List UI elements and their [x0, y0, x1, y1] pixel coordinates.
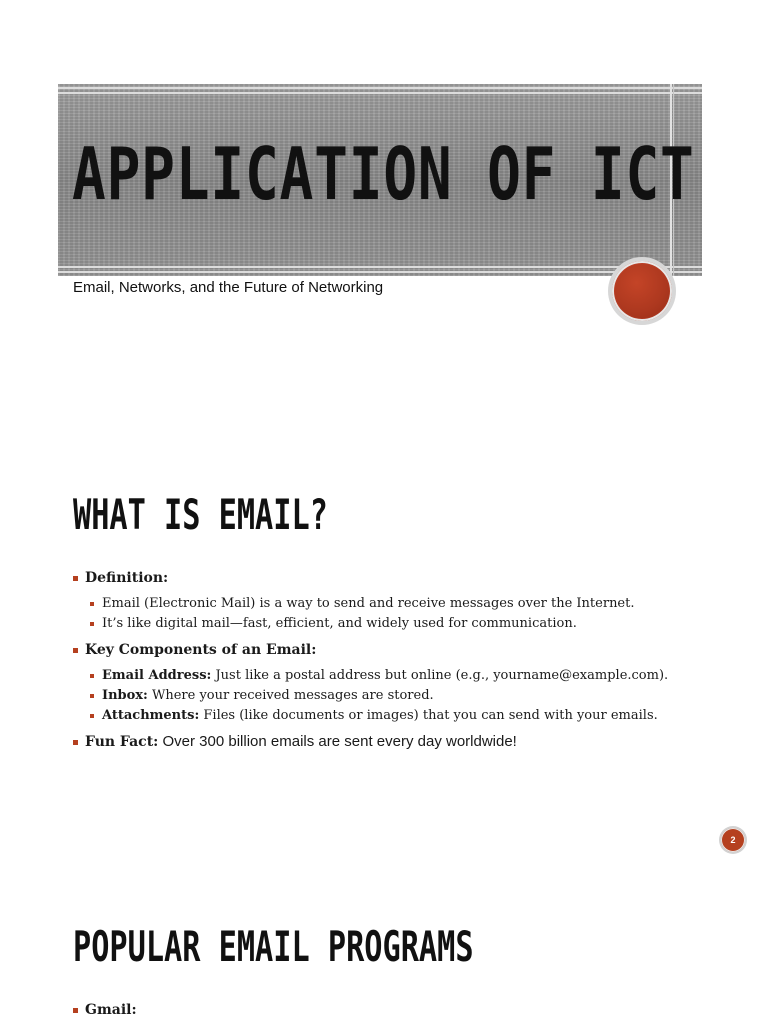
list-item	[73, 568, 668, 588]
component-text: Files (like documents or images) that you can send with your emails.	[199, 708, 658, 723]
definition-sub-list	[73, 594, 668, 634]
definition-text: It’s like digital mail—fast, efficient, and widely used for communication.	[102, 616, 577, 631]
list-item	[73, 732, 668, 752]
list-item	[85, 666, 668, 686]
bullet-icon	[73, 1008, 78, 1013]
component-term: Attachments:	[102, 708, 200, 723]
definition-text: Email (Electronic Mail) is a way to send and receive messages over the Internet.	[102, 596, 635, 611]
definition-label: Definition:	[85, 570, 169, 586]
bullet-icon	[90, 674, 94, 678]
list-item	[85, 686, 668, 706]
sub-list-wrapper	[73, 594, 668, 634]
bullet-list	[73, 1000, 137, 1026]
fun-fact-label: Fun Fact:	[85, 734, 159, 750]
fun-fact-text: Over 300 billion emails are sent every day worldwide!	[158, 733, 517, 750]
components-label: Key Components of an Email:	[85, 642, 317, 658]
components-sub-list	[73, 666, 668, 726]
component-term: Email Address:	[102, 668, 212, 683]
bullet-icon	[73, 648, 78, 653]
list-item	[85, 594, 668, 614]
bullet-icon	[90, 714, 94, 718]
bullet-icon	[90, 622, 94, 626]
bullet-icon	[90, 694, 94, 698]
component-term: Inbox:	[102, 688, 148, 703]
gmail-label: Gmail:	[85, 1002, 137, 1018]
component-text: Where your received messages are stored.	[147, 688, 434, 703]
banner-top-rule-2	[58, 92, 702, 94]
what-is-email-slide	[0, 450, 768, 900]
sub-list-wrapper	[73, 666, 668, 726]
banner-top-rule	[58, 87, 702, 89]
list-item	[73, 640, 668, 660]
component-text: Just like a postal address but online (e.g., yourname@example.com).	[211, 668, 669, 683]
decorative-circle-icon	[608, 257, 676, 325]
banner-bottom-rule-2	[58, 271, 702, 273]
banner-bottom-rule	[58, 266, 702, 268]
slide-heading: POPULAR EMAIL PROGRAMS	[73, 922, 474, 971]
list-item	[73, 1000, 137, 1020]
popular-email-programs-slide	[0, 900, 768, 1024]
bullet-list	[73, 568, 668, 758]
decorative-circle-core	[615, 264, 669, 318]
page-number: 2	[721, 828, 745, 852]
list-item	[85, 614, 668, 634]
list-item	[85, 706, 668, 726]
slide-subtitle: Email, Networks, and the Future of Networking	[73, 279, 384, 296]
page-number-badge	[719, 826, 747, 854]
bullet-icon	[73, 576, 78, 581]
bullet-icon	[73, 740, 78, 745]
bullet-icon	[90, 602, 94, 606]
title-slide	[0, 0, 768, 450]
slide-heading: WHAT IS EMAIL?	[73, 490, 328, 539]
slide-title: APPLICATION OF ICT	[72, 132, 695, 216]
